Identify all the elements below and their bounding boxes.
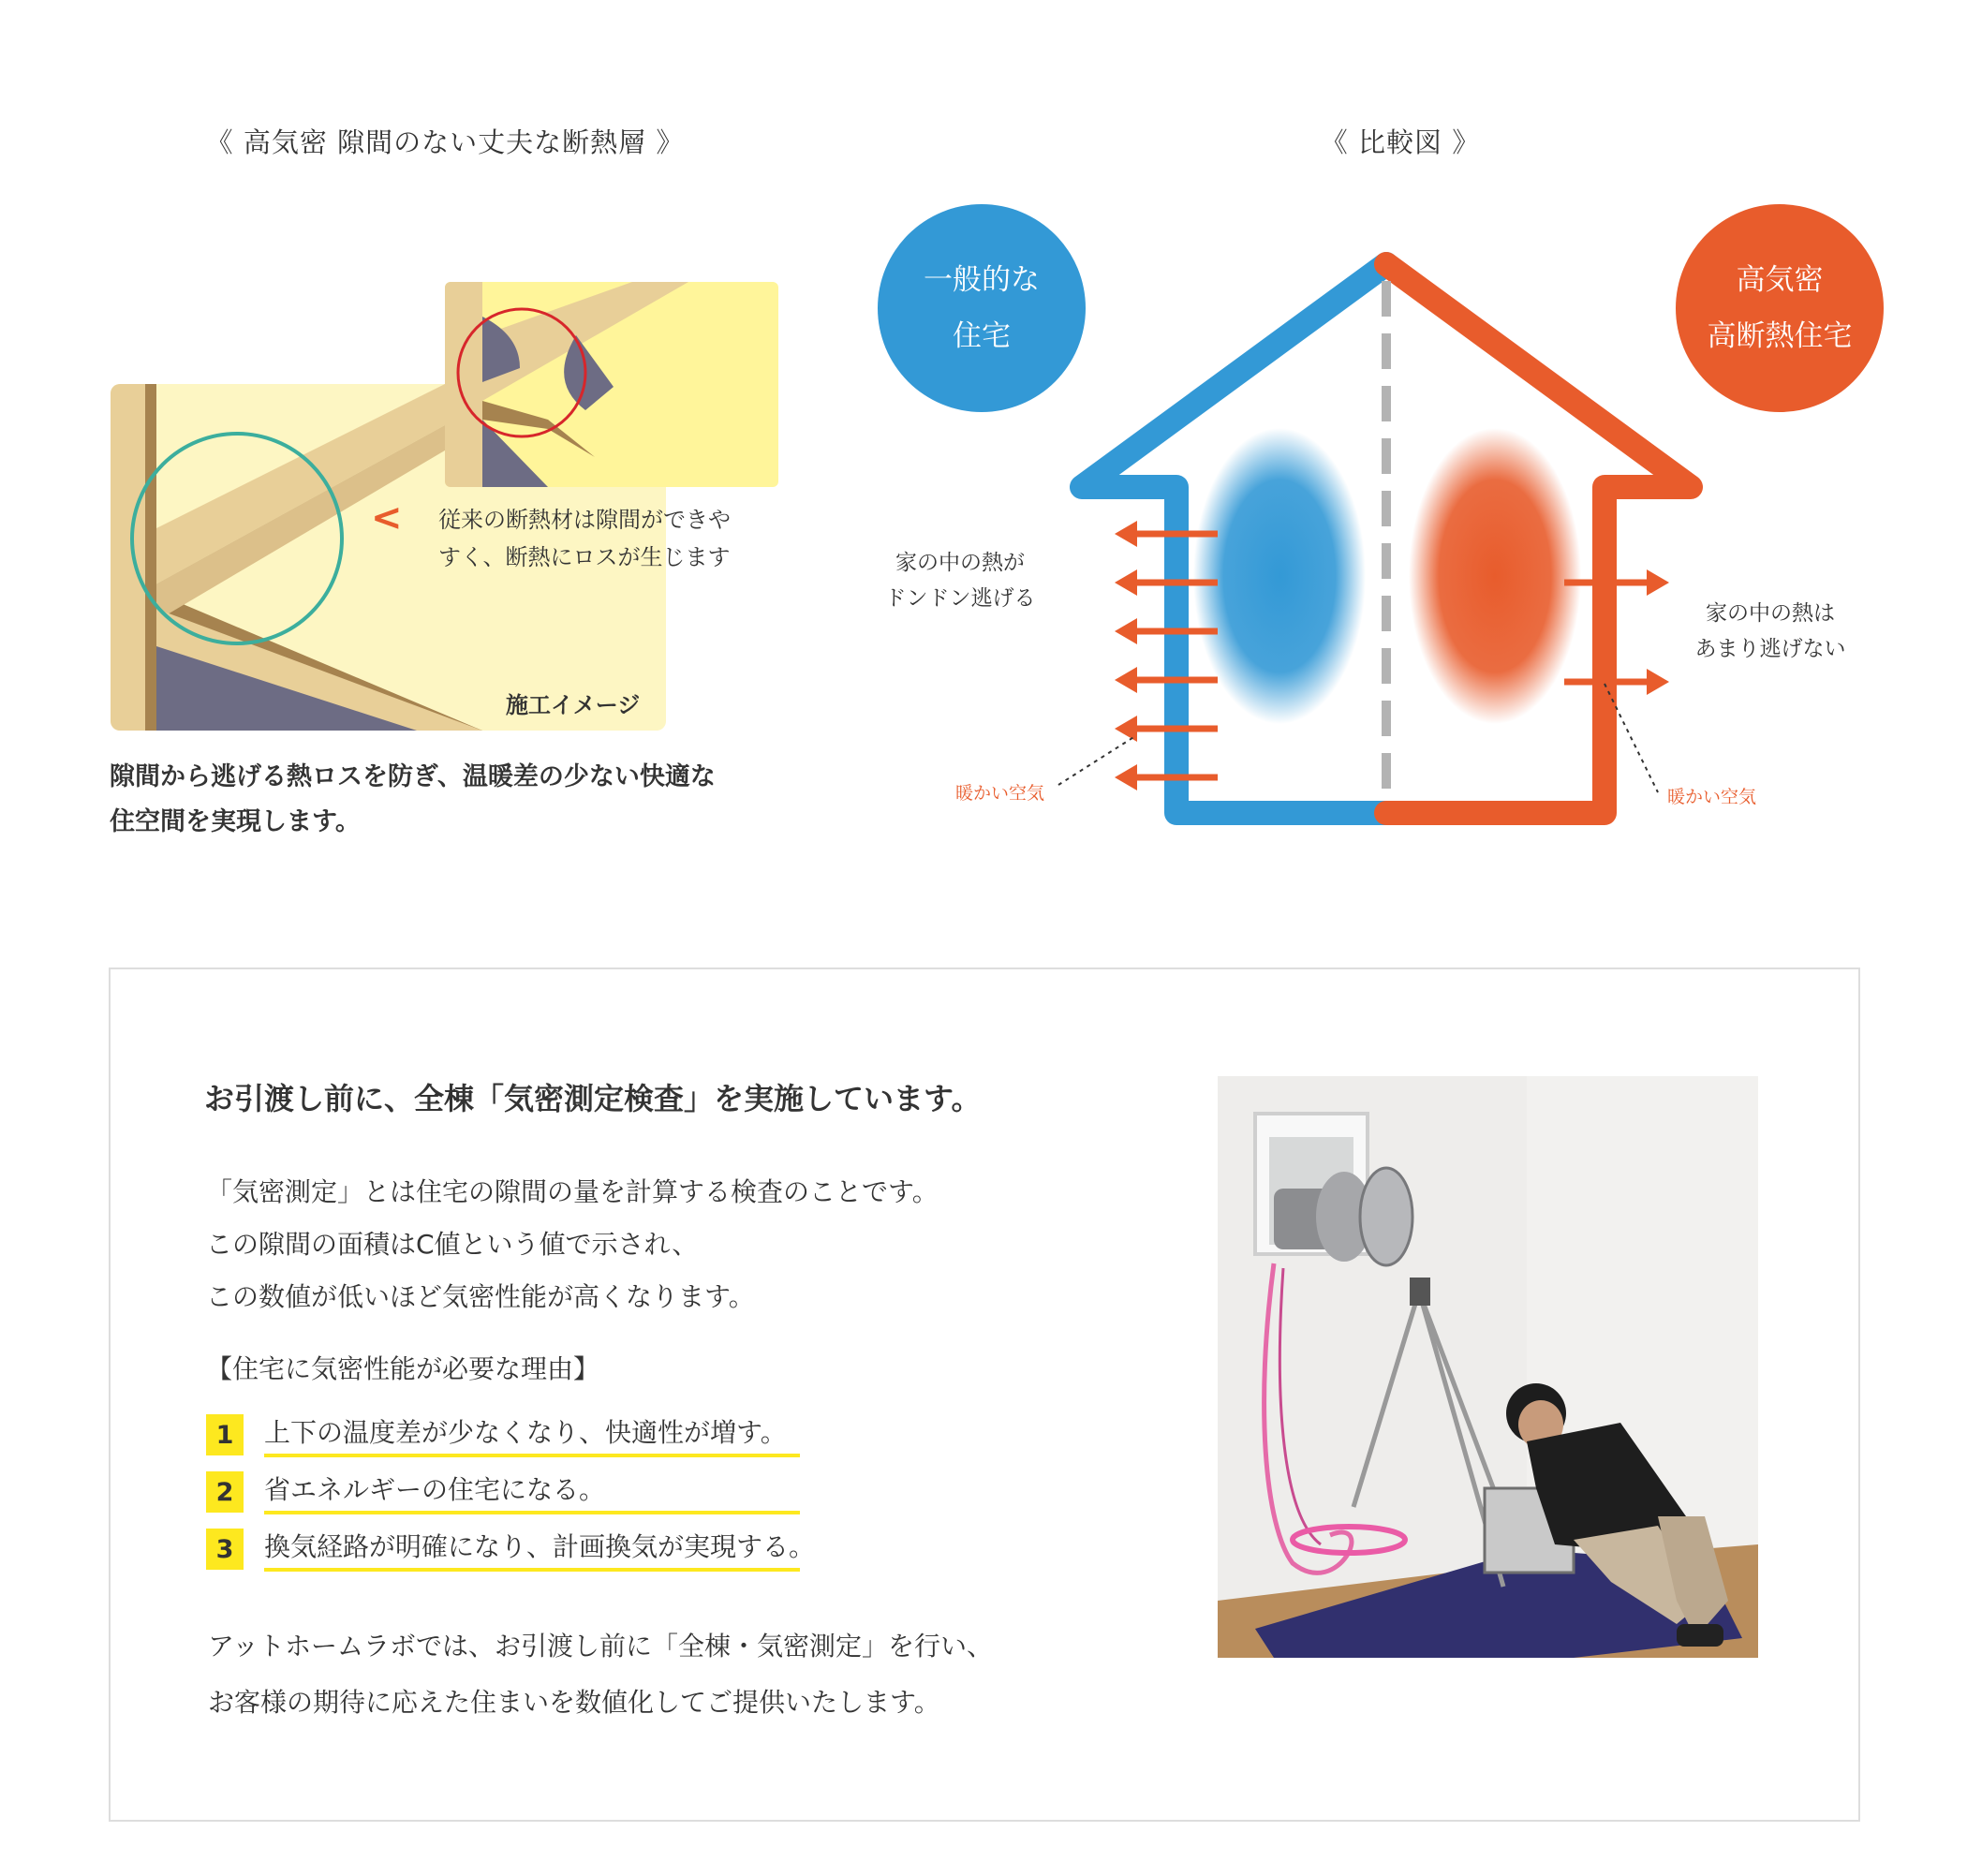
reason-item (206, 1529, 816, 1570)
orange-heat-blob (1409, 428, 1581, 724)
reason-number-badge: 3 (206, 1529, 244, 1570)
airtightness-test-photo (1218, 1076, 1758, 1658)
comparison-mark: < (371, 496, 403, 539)
comparison-heading: 《 比較図 》 (1320, 126, 1481, 158)
badge-line: 一般的な (924, 263, 1040, 297)
lead-line: 住空間を実現します。 (110, 807, 361, 836)
badge-general-house (878, 204, 1086, 412)
gap-caption (438, 501, 813, 576)
outro-line: アットホームラボでは、お引渡し前に「全棟・気密測定」を行い、 (208, 1631, 994, 1662)
reason-number-badge: 1 (206, 1414, 244, 1455)
warm-air-label-right: 暖かい空気 (1667, 787, 1757, 807)
airtight-explanation (206, 1166, 939, 1323)
note-heat-retained (1677, 596, 1864, 667)
gap-caption-line: 従来の断熱材は隙間ができや (438, 507, 731, 533)
lead-line: 隙間から逃げる熱ロスを防ぎ、温暖差の少ない快適な (110, 762, 716, 791)
note-line: 家の中の熱が (895, 551, 1025, 575)
blue-heat-blob (1193, 428, 1366, 724)
reason-text: 換気経路が明確になり、計画換気が実現する。 (264, 1527, 800, 1572)
badge-line: 高気密 (1736, 263, 1824, 297)
reason-item (206, 1414, 800, 1455)
gap-caption-line: すく、断熱にロスが生じます (438, 544, 731, 570)
reasons-heading: 【住宅に気密性能が必要な理由】 (206, 1353, 600, 1384)
reason-item (206, 1471, 800, 1513)
paragraph-line: この数値が低いほど気密性能が高くなります。 (206, 1281, 755, 1312)
badge-high-performance-house (1676, 204, 1884, 412)
insulation-heading: 《 高気密 隙間のない丈夫な断熱層 》 (205, 126, 685, 158)
warm-air-label-left: 暖かい空気 (955, 783, 1045, 804)
reason-text: 省エネルギーの住宅になる。 (264, 1470, 800, 1514)
note-line: あまり逃げない (1694, 637, 1846, 661)
closing-paragraph (208, 1618, 993, 1731)
badge-line: 住宅 (953, 319, 1011, 353)
paragraph-line: 「気密測定」とは住宅の隙間の量を計算する検査のことです。 (206, 1176, 939, 1207)
panel-title: お引渡し前に、全棟「気密測定検査」を実施しています。 (204, 1081, 982, 1116)
note-heat-escapes (871, 545, 1049, 616)
note-line: ドンドン逃げる (884, 586, 1036, 611)
note-line: 家の中の熱は (1706, 601, 1835, 626)
reason-text: 上下の温度差が少なくなり、快適性が増す。 (264, 1412, 800, 1457)
inset-gap-panel (445, 282, 778, 487)
paragraph-line: この隙間の面積はC値という値で示され、 (206, 1229, 699, 1260)
outro-line: お客様の期待に応えた住まいを数値化してご提供いたします。 (208, 1687, 940, 1718)
reason-number-badge: 2 (206, 1471, 244, 1513)
badge-line: 高断熱住宅 (1707, 319, 1853, 353)
insulation-lead (110, 755, 821, 845)
construction-image-label: 施工イメージ (506, 692, 641, 718)
